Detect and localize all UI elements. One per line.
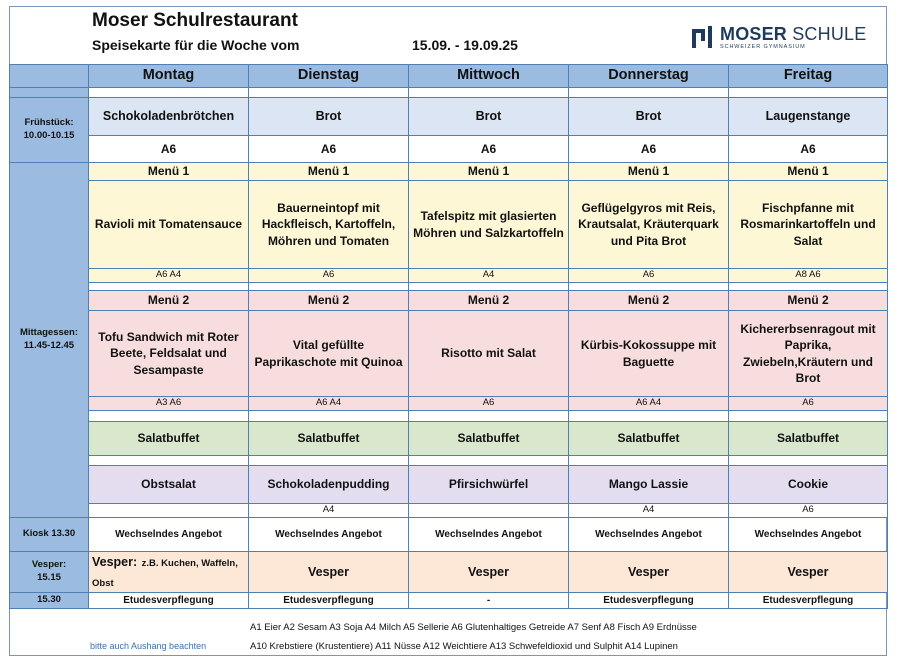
dessert: Mango Lassie (569, 466, 729, 504)
fruehstueck-item: Laugenstange (729, 98, 888, 136)
menu2-allergen: A6 A4 (569, 397, 729, 411)
menu2-label: Menü 2 (409, 291, 569, 311)
vesper-monday (89, 552, 249, 593)
menu2-label: Menü 2 (729, 291, 888, 311)
menu1-label: Menü 1 (409, 163, 569, 181)
vesper-item: Vesper (409, 552, 569, 593)
logo-tagline: SCHWEIZER GYMNASIUM (720, 43, 806, 50)
menu2-label: Menü 2 (89, 291, 249, 311)
day-header-wednesday: Mittwoch (409, 65, 569, 88)
menu1-dish: Fischpfanne mit Rosmarinkartoffeln und Salat (729, 181, 888, 269)
vesper-label: Vesper: 15.15 (10, 552, 89, 593)
allergen-legend-line2: A10 Krebstiere (Krustentiere) A11 Nüsse A12 Weichtiere A13 Schwefeldioxid und Sulphit A14 Lupinen (250, 641, 678, 652)
salatbuffet: Salatbuffet (409, 422, 569, 456)
salatbuffet: Salatbuffet (89, 422, 249, 456)
dessert: Cookie (729, 466, 888, 504)
fruehstueck-allergen: A6 (249, 136, 409, 163)
menu1-dish: Tafelspitz mit glasierten Möhren und Salzkartoffeln (409, 181, 569, 269)
fruehstueck-item: Schokoladenbrötchen (89, 98, 249, 136)
menu2-allergen: A3 A6 (89, 397, 249, 411)
dessert-allergen (409, 504, 569, 518)
menu2-allergen: A6 (729, 397, 888, 411)
fruehstueck-allergen: A6 (729, 136, 888, 163)
fruehstueck-allergen: A6 (409, 136, 569, 163)
dessert-allergen (89, 504, 249, 518)
menu1-allergen: A8 A6 (729, 269, 888, 283)
menu2-label: Menü 2 (249, 291, 409, 311)
menu2-label: Menü 2 (569, 291, 729, 311)
day-header-thursday: Donnerstag (569, 65, 729, 88)
menu-sheet (9, 6, 887, 656)
vesper-monday-main: Vesper: (92, 555, 138, 569)
vesper-monday-detail: z.B. Kuchen, Waffeln, Obst (92, 558, 238, 589)
fruehstueck-item: Brot (249, 98, 409, 136)
menu1-allergen: A4 (409, 269, 569, 283)
fruehstueck-item: Brot (409, 98, 569, 136)
dessert: Pfirsichwürfel (409, 466, 569, 504)
menu2-dish: Tofu Sandwich mit Roter Beete, Feldsalat und Sesampaste (89, 311, 249, 397)
menu2-dish: Risotto mit Salat (409, 311, 569, 397)
allergen-legend-line1: A1 Eier A2 Sesam A3 Soja A4 Milch A5 Sellerie A6 Glutenhaltiges Getreide A7 Senf A8 Fisch A9 Erdnüsse (250, 622, 697, 633)
etudes-item: Etudesverpflegung (249, 593, 409, 609)
etudes-item: Etudesverpflegung (569, 593, 729, 609)
kiosk-item: Wechselndes Angebot (89, 518, 249, 552)
etudes-item: Etudesverpflegung (729, 593, 888, 609)
kiosk-item: Wechselndes Angebot (249, 518, 409, 552)
fruehstueck-label: Frühstück: 10.00-10.15 (10, 98, 89, 163)
menu1-label: Menü 1 (89, 163, 249, 181)
footer-hint: bitte auch Aushang beachten (90, 641, 207, 651)
kiosk-label: Kiosk 13.30 (10, 518, 89, 552)
dessert-allergen: A6 (729, 504, 888, 518)
menu2-dish: Kichererbsenragout mit Paprika, Zwiebeln,Kräutern und Brot (729, 311, 888, 397)
kiosk-item: Wechselndes Angebot (409, 518, 569, 552)
menu2-allergen: A6 (409, 397, 569, 411)
page-title: Moser Schulrestaurant (92, 10, 298, 31)
page-subtitle: Speisekarte für die Woche vom (92, 37, 300, 53)
menu1-dish: Ravioli mit Tomatensauce (89, 181, 249, 269)
menu1-dish: Geflügelgyros mit Reis, Krautsalat, Kräuterquark und Pita Brot (569, 181, 729, 269)
kiosk-item: Wechselndes Angebot (569, 518, 729, 552)
etudes-item: - (409, 593, 569, 609)
menu2-dish: Kürbis-Kokossuppe mit Baguette (569, 311, 729, 397)
salatbuffet: Salatbuffet (249, 422, 409, 456)
menu1-label: Menü 1 (729, 163, 888, 181)
etudes-item: Etudesverpflegung (89, 593, 249, 609)
menu2-allergen: A6 A4 (249, 397, 409, 411)
kiosk-item: Wechselndes Angebot (729, 518, 888, 552)
vesper-item: Vesper (569, 552, 729, 593)
etudes-label: 15.30 (10, 593, 89, 609)
salatbuffet: Salatbuffet (729, 422, 888, 456)
fruehstueck-allergen: A6 (89, 136, 249, 163)
logo-name-light: SCHULE (787, 23, 867, 44)
menu1-label: Menü 1 (569, 163, 729, 181)
fruehstueck-item: Brot (569, 98, 729, 136)
vesper-item: Vesper (249, 552, 409, 593)
menu1-dish: Bauerneintopf mit Hackfleisch, Kartoffeln, Möhren und Tomaten (249, 181, 409, 269)
vesper-item: Vesper (729, 552, 888, 593)
logo-mark-icon (692, 26, 714, 48)
salatbuffet: Salatbuffet (569, 422, 729, 456)
fruehstueck-allergen: A6 (569, 136, 729, 163)
school-logo (692, 22, 866, 52)
menu1-allergen: A6 (569, 269, 729, 283)
weekly-menu-table (9, 64, 888, 609)
dessert-allergen: A4 (569, 504, 729, 518)
menu1-allergen: A6 A4 (89, 269, 249, 283)
mittagessen-label: Mittagessen: 11.45-12.45 (10, 163, 89, 518)
logo-name-bold: MOSER (720, 23, 788, 44)
menu1-label: Menü 1 (249, 163, 409, 181)
day-header-monday: Montag (89, 65, 249, 88)
dessert: Schokoladenpudding (249, 466, 409, 504)
menu2-dish: Vital gefüllte Paprikaschote mit Quinoa (249, 311, 409, 397)
corner-cell (10, 65, 89, 88)
menu1-allergen: A6 (249, 269, 409, 283)
dessert-allergen: A4 (249, 504, 409, 518)
day-header-tuesday: Dienstag (249, 65, 409, 88)
dessert: Obstsalat (89, 466, 249, 504)
day-header-friday: Freitag (729, 65, 888, 88)
week-dates: 15.09. - 19.09.25 (412, 37, 518, 53)
